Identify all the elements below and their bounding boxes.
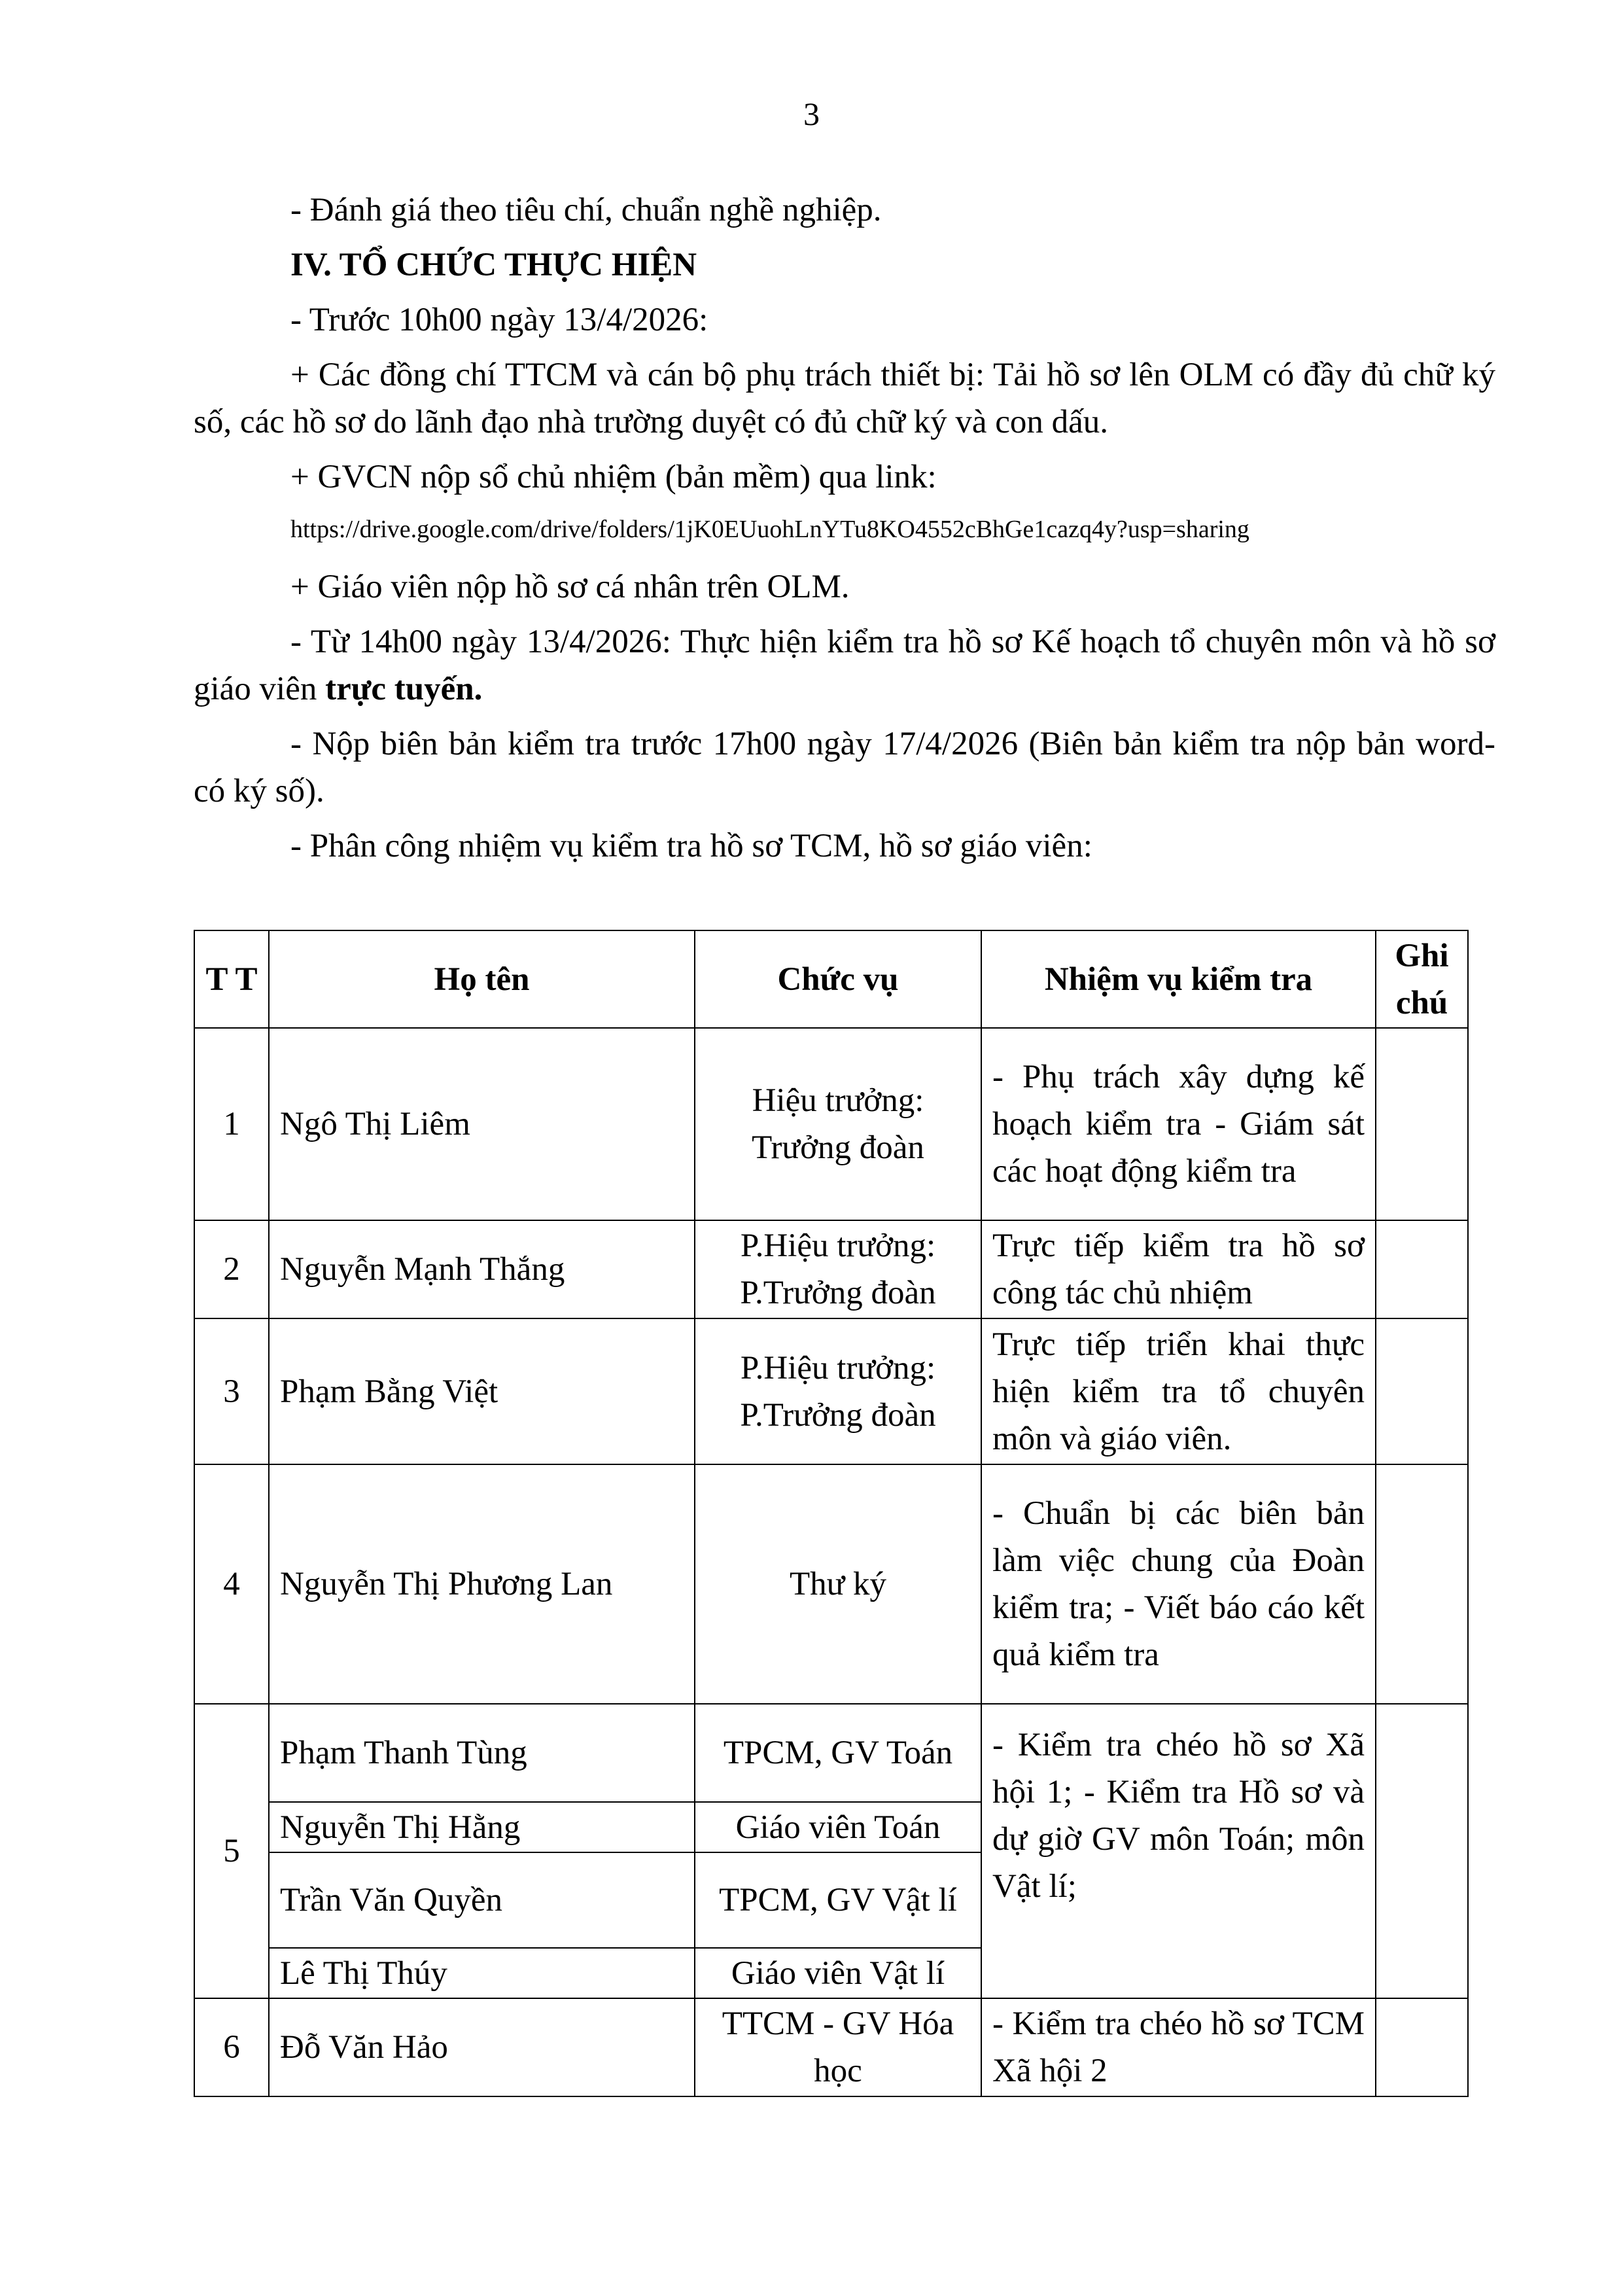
table-row bbox=[194, 1464, 1468, 1704]
table-row bbox=[194, 1028, 1468, 1220]
row-task: - Kiểm tra chéo hồ sơ Xã hội 1; - Kiểm tra Hồ sơ và dự giờ GV môn Toán; môn Vật lí; bbox=[981, 1704, 1376, 1998]
para-gvcn-submit: + GVCN nộp sổ chủ nhiệm (bản mềm) qua link: bbox=[290, 459, 937, 495]
row-tt: 1 bbox=[194, 1028, 269, 1220]
document-body bbox=[194, 186, 1495, 877]
row-note bbox=[1376, 1464, 1468, 1704]
row-note bbox=[1376, 1318, 1468, 1464]
row-position: Hiệu trưởng: Trưởng đoàn bbox=[695, 1028, 981, 1220]
table-row bbox=[194, 1318, 1468, 1464]
row-name: Phạm Bằng Việt bbox=[269, 1318, 695, 1464]
row-note bbox=[1376, 1704, 1468, 1998]
row-name: Phạm Thanh Tùng bbox=[269, 1704, 695, 1802]
row-position: P.Hiệu trưởng: P.Trưởng đoàn bbox=[695, 1318, 981, 1464]
header-position: Chức vụ bbox=[695, 930, 981, 1028]
para-teacher-submit: + Giáo viên nộp hồ sơ cá nhân trên OLM. bbox=[290, 569, 850, 605]
online-bold-text: trực tuyến. bbox=[325, 671, 483, 707]
row-name: Nguyễn Thị Phương Lan bbox=[269, 1464, 695, 1704]
row-name: Trần Văn Quyền bbox=[269, 1852, 695, 1948]
row-tt: 5 bbox=[194, 1704, 269, 1998]
table-row bbox=[194, 1220, 1468, 1318]
header-name: Họ tên bbox=[269, 930, 695, 1028]
para-submit-report: - Nộp biên bản kiểm tra trước 17h00 ngày 17/4/2026 (Biên bản kiểm tra nộp bản word- có ký số). bbox=[194, 726, 1495, 809]
table-header-row bbox=[194, 930, 1468, 1028]
row-note bbox=[1376, 1220, 1468, 1318]
row-position: Giáo viên Toán bbox=[695, 1802, 981, 1852]
row-task: - Phụ trách xây dựng kế hoạch kiểm tra - Giám sát các hoạt động kiểm tra bbox=[981, 1028, 1376, 1220]
header-task: Nhiệm vụ kiểm tra bbox=[981, 930, 1376, 1028]
row-tt: 6 bbox=[194, 1998, 269, 2096]
row-name: Ngô Thị Liêm bbox=[269, 1028, 695, 1220]
row-name: Đỗ Văn Hảo bbox=[269, 1998, 695, 2096]
row-position: TPCM, GV Toán bbox=[695, 1704, 981, 1802]
row-tt: 3 bbox=[194, 1318, 269, 1464]
row-position: Giáo viên Vật lí bbox=[695, 1948, 981, 1998]
table-row bbox=[194, 1998, 1468, 2096]
row-name: Nguyễn Thị Hằng bbox=[269, 1802, 695, 1852]
row-name: Lê Thị Thúy bbox=[269, 1948, 695, 1998]
para-ttcm-upload: + Các đồng chí TTCM và cán bộ phụ trách thiết bị: Tải hồ sơ lên OLM có đầy đủ chữ ký số, các hồ sơ do lãnh đạo nhà trường duyệt có đủ chữ ký và con dấu. bbox=[194, 357, 1495, 440]
row-tt: 2 bbox=[194, 1220, 269, 1318]
row-position: P.Hiệu trưởng: P.Trưởng đoàn bbox=[695, 1220, 981, 1318]
row-tt: 4 bbox=[194, 1464, 269, 1704]
row-position: TPCM, GV Vật lí bbox=[695, 1852, 981, 1948]
assignment-table bbox=[194, 930, 1469, 2097]
row-note bbox=[1376, 1998, 1468, 2096]
table-row bbox=[194, 1704, 1468, 1802]
drive-link[interactable]: https://drive.google.com/drive/folders/1jK0EUuohLnYTu8KO4552cBhGe1cazq4y?usp=sharing bbox=[290, 516, 1249, 543]
page-number: 3 bbox=[803, 96, 820, 132]
section-heading: IV. TỔ CHỨC THỰC HIỆN bbox=[290, 247, 697, 283]
para-assignment: - Phân công nhiệm vụ kiểm tra hồ sơ TCM, hồ sơ giáo viên: bbox=[290, 828, 1092, 864]
row-task: Trực tiếp kiểm tra hồ sơ công tác chủ nhiệm bbox=[981, 1220, 1376, 1318]
para-online-check-text: - Từ 14h00 ngày 13/4/2026: Thực hiện kiểm tra hồ sơ Kế hoạch tổ chuyên môn và hồ sơ giáo viên bbox=[194, 624, 1495, 707]
row-task: Trực tiếp triển khai thực hiện kiểm tra tổ chuyên môn và giáo viên. bbox=[981, 1318, 1376, 1464]
para-before-deadline: - Trước 10h00 ngày 13/4/2026: bbox=[290, 302, 708, 338]
intro-line: - Đánh giá theo tiêu chí, chuẩn nghề nghiệp. bbox=[290, 192, 882, 228]
row-position: TTCM - GV Hóa học bbox=[695, 1998, 981, 2096]
para-online-check bbox=[194, 618, 1495, 713]
header-note: Ghi chú bbox=[1376, 930, 1468, 1028]
row-task: - Kiểm tra chéo hồ sơ TCM Xã hội 2 bbox=[981, 1998, 1376, 2096]
header-tt: T T bbox=[194, 930, 269, 1028]
row-task: - Chuẩn bị các biên bản làm việc chung của Đoàn kiểm tra; - Viết báo cáo kết quả kiểm tra bbox=[981, 1464, 1376, 1704]
row-name: Nguyễn Mạnh Thắng bbox=[269, 1220, 695, 1318]
row-position: Thư ký bbox=[695, 1464, 981, 1704]
row-note bbox=[1376, 1028, 1468, 1220]
